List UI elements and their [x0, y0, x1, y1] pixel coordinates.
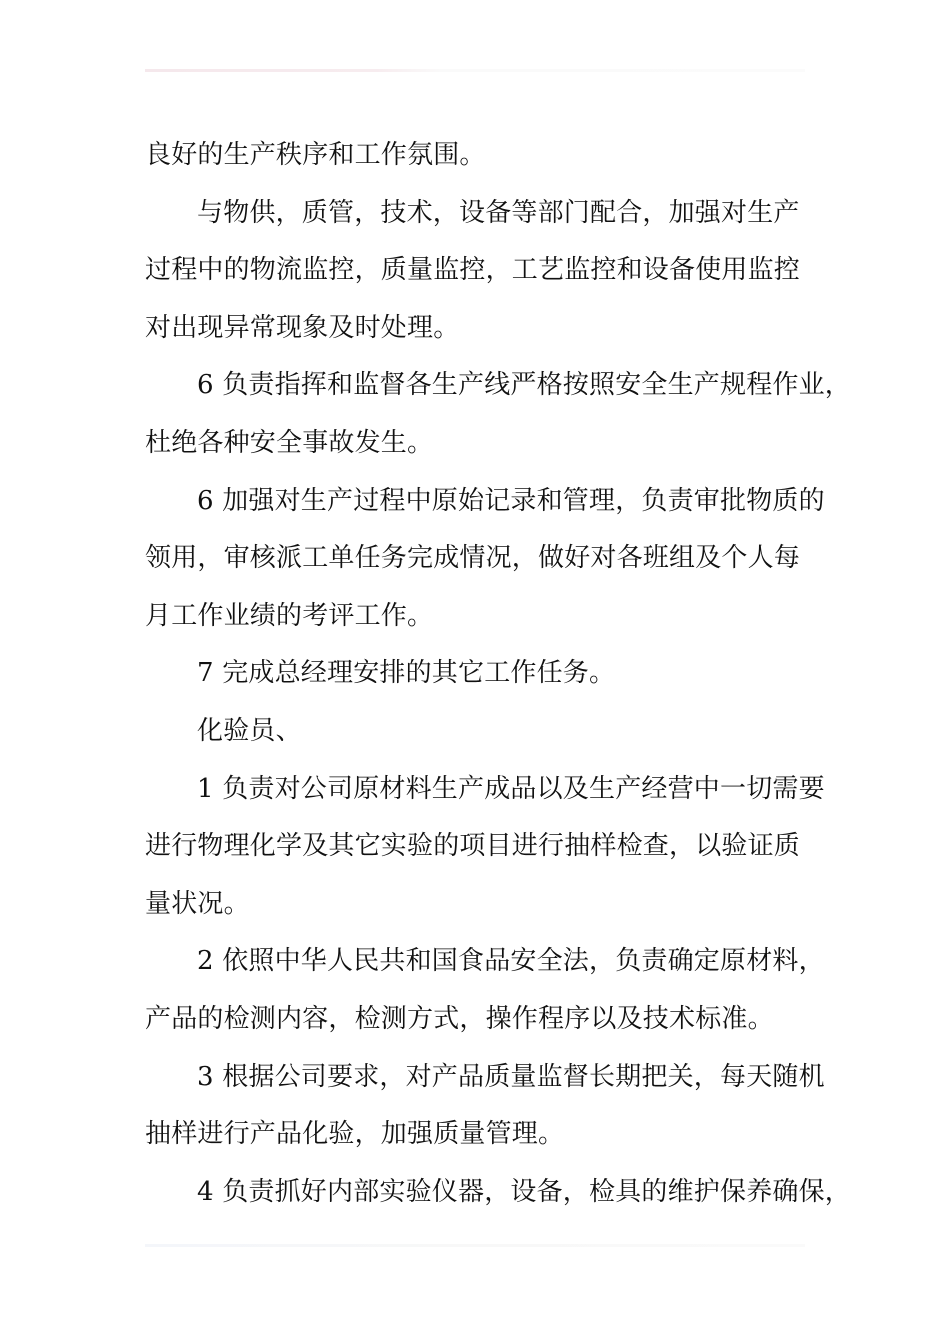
footer-rule	[145, 1244, 805, 1247]
text-line: 4 负责抓好内部实验仪器，设备，检具的维护保养确保，	[197, 1176, 852, 1207]
text-line: 量状况。	[145, 888, 250, 919]
text-line: 1 负责对公司原材料生产成品以及生产经营中一切需要	[197, 773, 825, 804]
text-line: 7 完成总经理安排的其它工作任务。	[197, 658, 616, 689]
section-heading: 化验员、	[197, 715, 302, 746]
text-line: 抽样进行产品化验，加强质量管理。	[145, 1119, 565, 1150]
text-line: 6 负责指挥和监督各生产线严格按照安全生产规程作业，	[197, 370, 852, 401]
text-line: 进行物理化学及其它实验的项目进行抽样检查，以验证质	[145, 831, 801, 862]
text-line: 2 依照中华人民共和国食品安全法，负责确定原材料，	[197, 946, 825, 977]
text-line: 月工作业绩的考评工作。	[145, 600, 434, 631]
text-line: 过程中的物流监控，质量监控，工艺监控和设备使用监控	[145, 255, 801, 286]
document-body	[145, 127, 852, 1221]
text-line: 领用，审核派工单任务完成情况，做好对各班组及个人每	[145, 543, 801, 574]
text-line: 良好的生产秩序和工作氛围。	[145, 140, 486, 170]
text-line: 与物供，质管，技术，设备等部门配合，加强对生产	[197, 197, 800, 228]
header-rule	[145, 69, 805, 72]
text-line: 3 根据公司要求，对产品质量监督长期把关，每天随机	[197, 1061, 825, 1092]
text-line: 杜绝各种安全事故发生。	[145, 427, 434, 458]
text-line: 6 加强对生产过程中原始记录和管理，负责审批物质的	[197, 485, 825, 516]
text-line: 对出现异常现象及时处理。	[145, 312, 460, 343]
text-line: 产品的检测内容，检测方式，操作程序以及技术标准。	[145, 1003, 774, 1034]
